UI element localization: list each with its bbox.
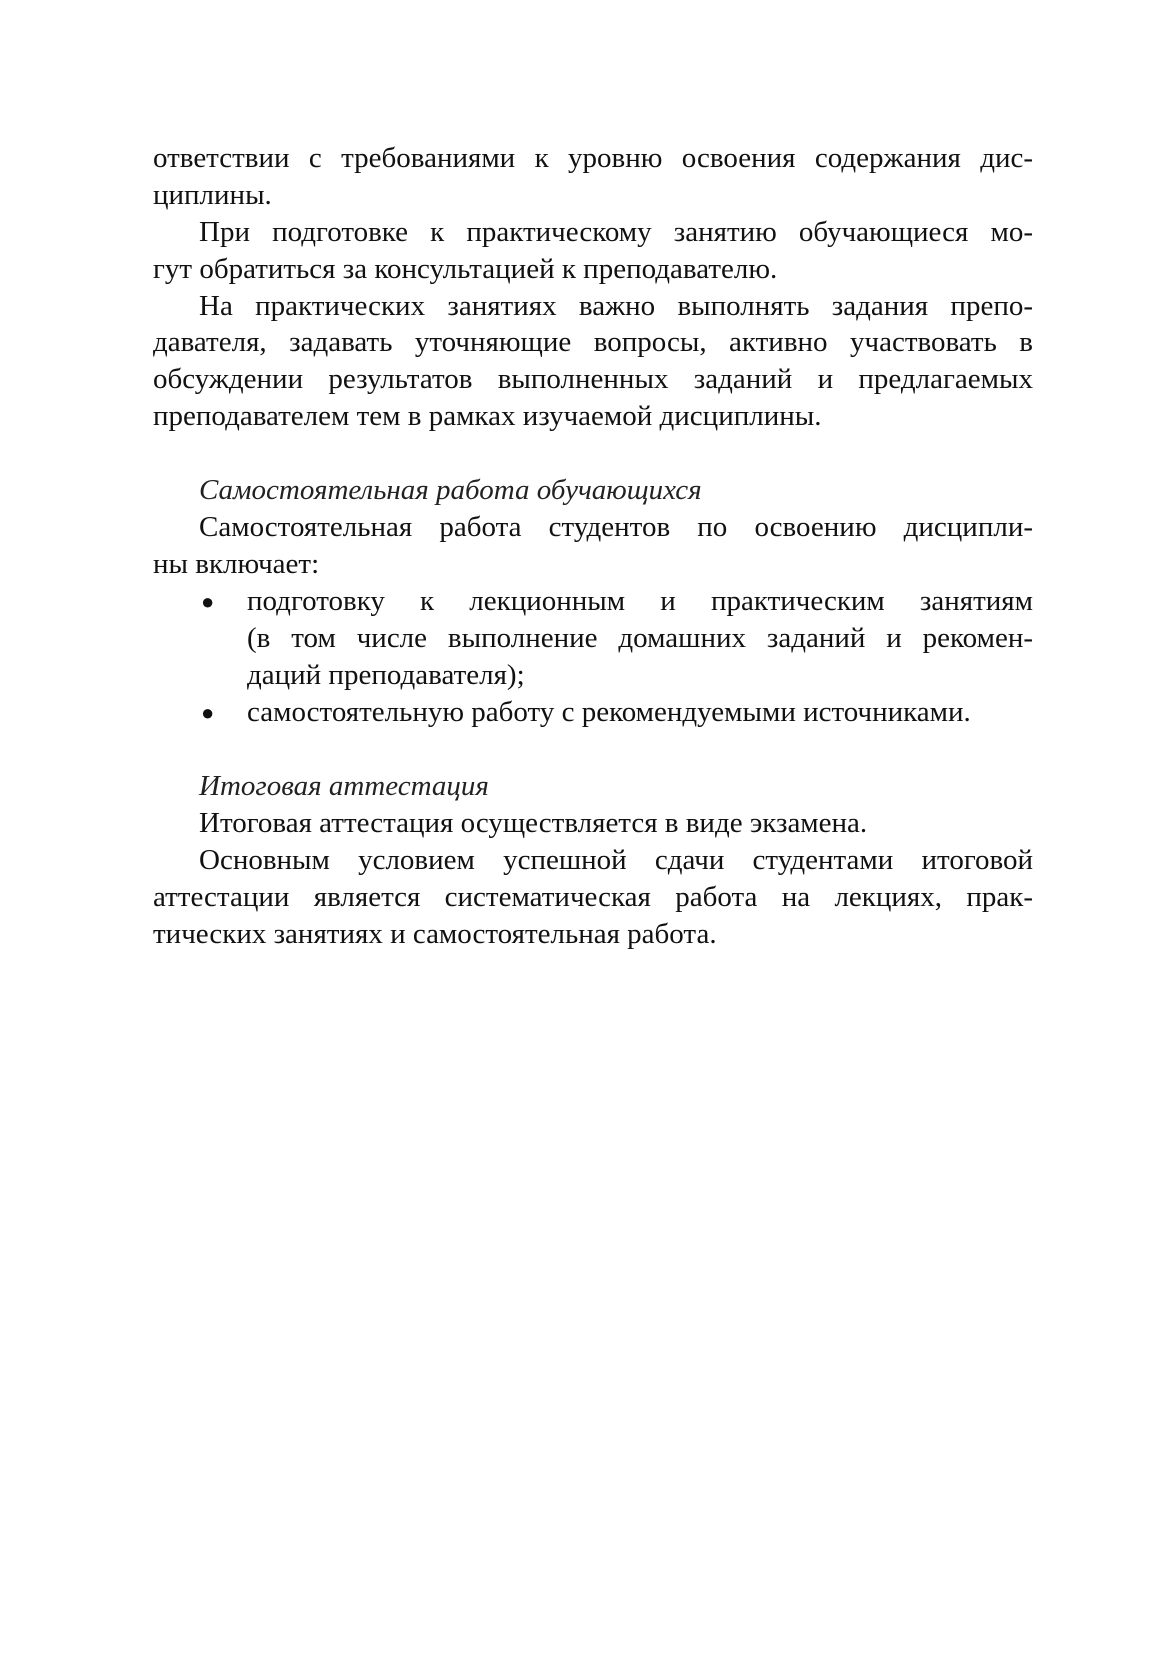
practice-line-4: преподавателем тем в рамках изучаемой дисциплины.	[153, 400, 822, 432]
consult-line-2: гут обратиться за консультацией к преподавателю.	[153, 253, 778, 285]
bullet-1-line-1: подготовку к лекционным и практическим занятиям	[247, 585, 1033, 617]
bullet-1-line-3: даций преподавателя);	[247, 659, 525, 691]
consult-line-1: При подготовке к практическому занятию обучающиеся мо-	[199, 216, 1033, 248]
practice-line-1: На практических занятиях важно выполнять задания препо-	[199, 290, 1033, 322]
self-study-intro-line-2: ны включает:	[153, 548, 320, 580]
bullet-2-line-1: самостоятельную работу с рекомендуемыми источниками.	[247, 696, 971, 728]
intro-line-2: циплины.	[153, 179, 272, 211]
attestation-para-2-line-1: Основным условием успешной сдачи студентами итоговой	[199, 844, 1033, 876]
attestation-para-2-line-3: тических занятиях и самостоятельная работа.	[153, 918, 717, 950]
self-study-intro-line-1: Самостоятельная работа студентов по освоению дисципли-	[199, 511, 1033, 543]
section-heading-attestation: Итоговая аттестация	[199, 770, 489, 802]
bullet-1-line-2: (в том числе выполнение домашних заданий и рекомен-	[247, 622, 1033, 654]
bullet-marker-2: ●	[201, 700, 215, 725]
bullet-marker-1: ●	[201, 589, 215, 614]
practice-line-2: давателя, задавать уточняющие вопросы, активно участвовать в	[153, 326, 1033, 358]
section-heading-self-study: Самостоятельная работа обучающихся	[199, 474, 702, 506]
attestation-para-2-line-2: аттестации является систематическая работа на лекциях, прак-	[153, 881, 1033, 913]
attestation-para-1: Итоговая аттестация осуществляется в виде экзамена.	[199, 807, 868, 839]
practice-line-3: обсуждении результатов выполненных заданий и предлагаемых	[153, 363, 1033, 395]
intro-line-1: ответствии с требованиями к уровню освоения содержания дис-	[153, 142, 1033, 174]
